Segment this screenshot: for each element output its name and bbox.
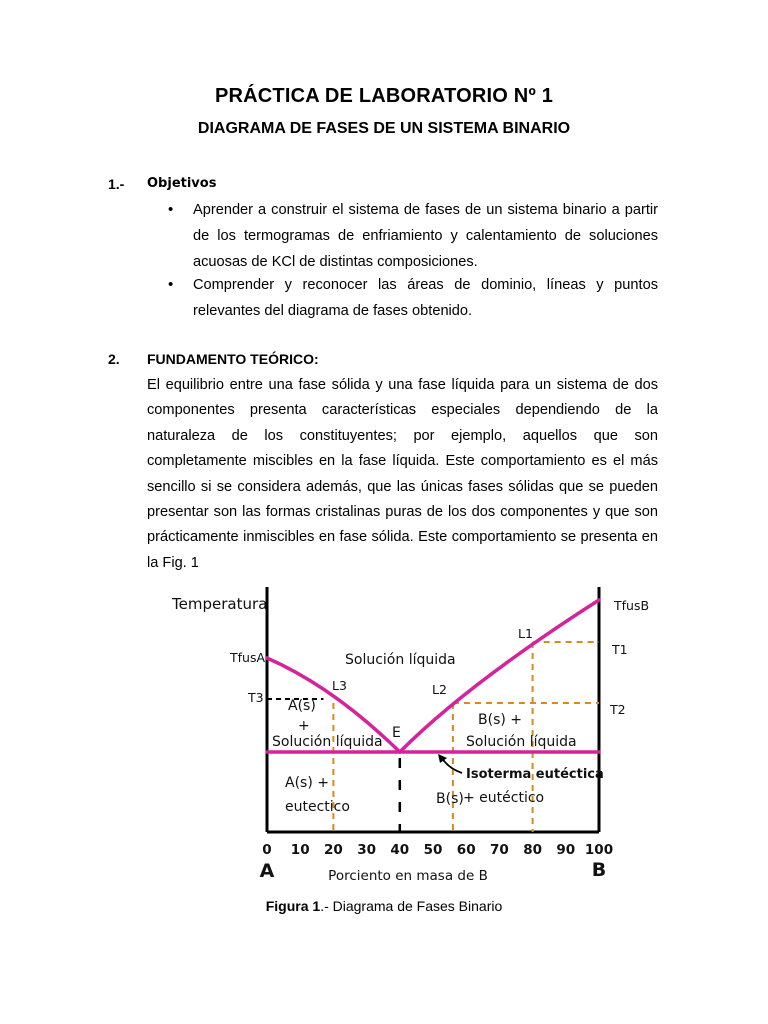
phase-diagram-figure: [160, 582, 650, 892]
section-2-number: 2.: [108, 351, 120, 367]
x-tick-label-40: 40: [390, 842, 410, 858]
x-end-label-a: A: [259, 860, 275, 882]
region-label-eutectico-b: + eutéctico: [463, 790, 545, 806]
y-label-t2: T2: [610, 702, 626, 717]
point-label-l2: L2: [432, 682, 447, 697]
x-axis-title: Porciento en masa de B: [328, 868, 488, 884]
region-label-bs-liquid: Solución líquida: [466, 734, 577, 750]
figure-caption-text: .- Diagrama de Fases Binario: [320, 898, 503, 914]
point-label-l3: L3: [332, 678, 347, 693]
section-2-title: FUNDAMENTO TEÓRICO:: [147, 351, 319, 367]
x-tick-label-20: 20: [324, 842, 343, 858]
region-label-eutectico-a: eutectico: [285, 799, 350, 815]
theory-paragraph: El equilibrio entre una fase sólida y una fase líquida para un sistema de dos componentes presenta características especiales dependiendo de la naturaleza de los constituyentes; por ejemplo, aquellos que son completamente miscibles en la fase líquida. Este comportamiento es el más sencillo si se considera además, que las únicas fases sólidas que se pueden presentar son las formas cristalinas puras de los dos componentes y que son prácticamente inmiscibles en fase sólida. Este comportamiento se presenta en la Fig. 1: [147, 377, 658, 571]
region-label-liquid: Solución líquida: [345, 652, 456, 668]
y-label-tfusa: TfusA: [230, 650, 266, 665]
x-end-label-b: B: [591, 859, 607, 881]
objective-item-1: Aprender a construir el sistema de fases de un sistema binario a partir de los termogramas de enfriamiento y calentamiento de soluciones acuosas de KCl de distintas composiciones.: [193, 202, 658, 270]
point-label-e: E: [392, 725, 401, 741]
region-label-bs-eut: B(s): [436, 791, 464, 807]
figure-caption-label: Figura 1: [265, 898, 321, 914]
y-label-t3: T3: [248, 690, 264, 705]
x-tick-label-90: 90: [556, 842, 576, 858]
section-1-number: 1.-: [108, 176, 125, 192]
x-tick-label-50: 50: [423, 842, 443, 858]
section-1-title: Objetivos: [147, 176, 217, 191]
x-tick-label-0: 0: [262, 842, 272, 858]
x-tick-label-30: 30: [357, 842, 376, 858]
region-label-plus: +: [298, 718, 310, 734]
figure-caption: [0, 898, 768, 914]
region-label-as-eut: A(s) +: [285, 775, 329, 791]
region-label-as: A(s): [288, 698, 316, 714]
page-subtitle: DIAGRAMA DE FASES DE UN SISTEMA BINARIO: [197, 120, 571, 137]
objective-item-2: Comprender y reconocer las áreas de dominio, líneas y puntos relevantes del diagrama de fases obtenido.: [193, 277, 658, 319]
x-tick-label-60: 60: [456, 842, 476, 858]
region-label-as-liquid: Solución líquida: [272, 734, 383, 750]
x-tick-label-100: 100: [584, 842, 614, 858]
x-tick-label-80: 80: [523, 842, 542, 858]
bullet-dot-icon: •: [168, 276, 174, 293]
phase-diagram-chart: [160, 582, 650, 892]
liquidus-b-line: [400, 600, 599, 752]
y-label-tfusb: TfusB: [614, 598, 650, 613]
bullet-dot-icon: •: [168, 201, 174, 218]
point-label-l1: L1: [518, 626, 533, 641]
page-title: PRÁCTICA DE LABORATORIO Nº 1: [214, 85, 554, 107]
y-axis-title: Temperatura: [172, 595, 268, 613]
y-label-t1: T1: [612, 642, 628, 657]
region-label-bs: B(s) +: [478, 712, 523, 728]
x-tick-label-10: 10: [290, 842, 310, 858]
x-tick-label-70: 70: [490, 842, 509, 858]
annotation-isoterma: Isoterma eutéctica: [466, 767, 604, 782]
